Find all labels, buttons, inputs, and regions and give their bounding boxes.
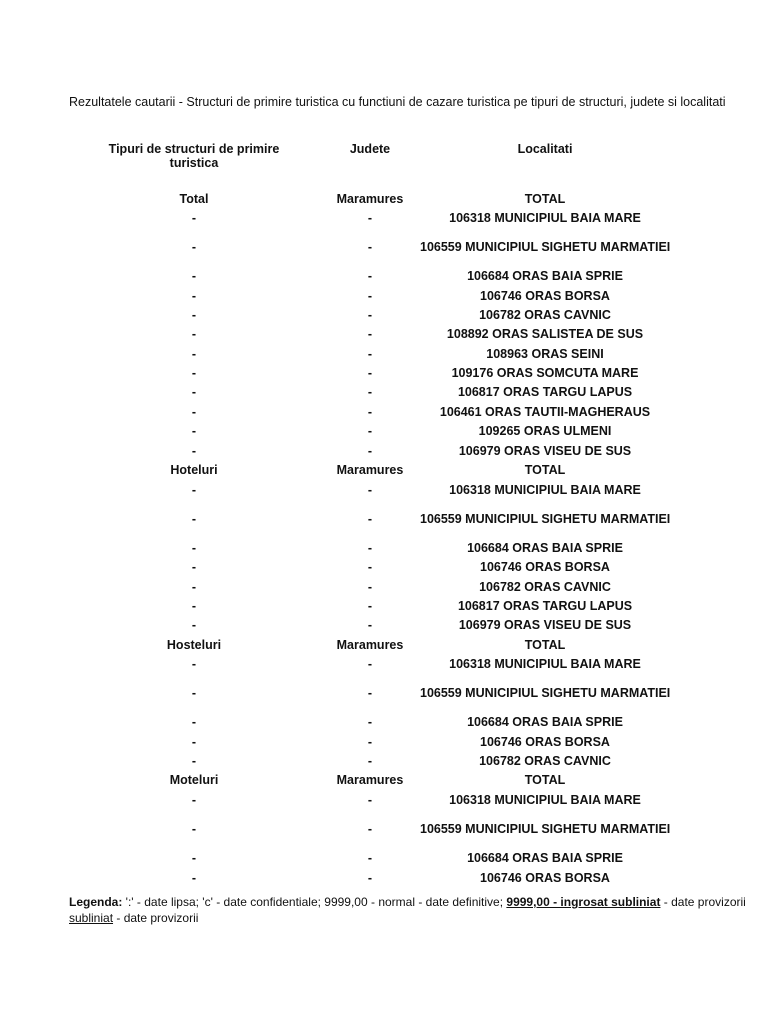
cell-type: Total (179, 192, 209, 206)
cell-judet: - (367, 560, 373, 574)
cell-type: - (191, 599, 197, 613)
cell-localitate: 108963 ORAS SEINI (486, 347, 604, 361)
table-row (0, 636, 768, 654)
legend-line2-rest: - date provizorii (113, 911, 199, 925)
cell-judet: - (367, 657, 373, 671)
cell-type: - (191, 269, 197, 283)
table-row (0, 771, 768, 789)
cell-localitate: TOTAL (524, 192, 566, 206)
cell-judet: - (367, 240, 373, 254)
cell-judet: - (367, 308, 373, 322)
table-row (0, 267, 768, 285)
table-row (0, 869, 768, 887)
cell-localitate: 106684 ORAS BAIA SPRIE (467, 851, 623, 865)
cell-localitate: 106684 ORAS BAIA SPRIE (467, 269, 623, 283)
table-row (0, 461, 768, 479)
cell-judet: - (367, 347, 373, 361)
table-row (0, 238, 768, 256)
cell-judet: - (367, 405, 373, 419)
cell-type: Hoteluri (170, 463, 218, 477)
cell-localitate: 106817 ORAS TARGU LAPUS (457, 599, 633, 613)
cell-localitate: 106684 ORAS BAIA SPRIE (467, 541, 623, 555)
cell-localitate: 106746 ORAS BORSA (480, 289, 610, 303)
cell-judet: - (367, 871, 373, 885)
table-row (0, 684, 768, 702)
cell-type: - (191, 405, 197, 419)
cell-localitate: 106746 ORAS BORSA (480, 871, 610, 885)
cell-localitate: 106318 MUNICIPIUL BAIA MARE (449, 211, 641, 225)
cell-judet: - (367, 822, 373, 836)
cell-localitate: 109265 ORAS ULMENI (478, 424, 612, 438)
cell-judet: Maramures (336, 192, 404, 206)
cell-judet: - (367, 793, 373, 807)
table-row (0, 190, 768, 208)
cell-type: - (191, 366, 197, 380)
cell-localitate: TOTAL (524, 638, 566, 652)
cell-type: - (191, 512, 197, 526)
cell-type: - (191, 754, 197, 768)
table-row (0, 325, 768, 343)
cell-localitate: 106461 ORAS TAUTII-MAGHERAUS (439, 405, 651, 419)
cell-judet: - (367, 385, 373, 399)
cell-judet: Maramures (336, 463, 404, 477)
table-row (0, 820, 768, 838)
cell-type: - (191, 211, 197, 225)
table-row (0, 442, 768, 460)
table-row (0, 345, 768, 363)
cell-type: - (191, 240, 197, 254)
cell-judet: - (367, 289, 373, 303)
table-row (0, 364, 768, 382)
cell-type: - (191, 385, 197, 399)
cell-judet: - (367, 444, 373, 458)
cell-judet: - (367, 483, 373, 497)
table-row (0, 558, 768, 576)
table-row (0, 655, 768, 673)
cell-type: - (191, 871, 197, 885)
cell-judet: - (367, 541, 373, 555)
cell-localitate: 106979 ORAS VISEU DE SUS (458, 618, 632, 632)
legend-line-2 (69, 910, 673, 926)
cell-judet: Maramures (336, 638, 404, 652)
table-row (0, 597, 768, 615)
cell-judet: - (367, 512, 373, 526)
header-type: Tipuri de structuri de primire turistica (108, 142, 280, 170)
cell-localitate: 106782 ORAS CAVNIC (479, 580, 611, 594)
cell-localitate: 106318 MUNICIPIUL BAIA MARE (449, 483, 641, 497)
cell-type: - (191, 308, 197, 322)
legend-text: ':' - date lipsa; 'c' - date confidentiale; 9999,00 - normal - date definitive; (122, 895, 507, 909)
cell-judet: - (367, 735, 373, 749)
cell-type: - (191, 444, 197, 458)
cell-localitate: 106746 ORAS BORSA (480, 735, 610, 749)
cell-type: - (191, 686, 197, 700)
cell-judet: - (367, 366, 373, 380)
table-row (0, 752, 768, 770)
table-row (0, 383, 768, 401)
table-row (0, 733, 768, 751)
page-title: Rezultatele cautarii - Structuri de primire turistica cu functiuni de cazare turistica pe tipuri de structuri, judete si localitati (69, 95, 726, 109)
cell-localitate: TOTAL (524, 463, 566, 477)
legend-line-1 (69, 894, 746, 910)
cell-localitate: 108892 ORAS SALISTEA DE SUS (446, 327, 644, 341)
cell-localitate: 106559 MUNICIPIUL SIGHETU MARMATIEI (420, 240, 671, 254)
cell-type: - (191, 657, 197, 671)
cell-type: - (191, 618, 197, 632)
table-row (0, 578, 768, 596)
table-row (0, 510, 768, 528)
cell-judet: - (367, 424, 373, 438)
cell-type: - (191, 822, 197, 836)
cell-judet: - (367, 618, 373, 632)
header-localitate: Localitati (517, 142, 573, 156)
table-row (0, 791, 768, 809)
cell-judet: - (367, 269, 373, 283)
table-row (0, 287, 768, 305)
cell-type: - (191, 289, 197, 303)
table-row (0, 422, 768, 440)
cell-localitate: 106979 ORAS VISEU DE SUS (458, 444, 632, 458)
cell-judet: - (367, 599, 373, 613)
cell-judet: - (367, 211, 373, 225)
cell-localitate: 106746 ORAS BORSA (480, 560, 610, 574)
legend-text-2: - date provizorii (660, 895, 746, 909)
table-row (0, 713, 768, 731)
legend (69, 894, 746, 926)
cell-localitate: 109176 ORAS SOMCUTA MARE (451, 366, 639, 380)
cell-type: - (191, 424, 197, 438)
cell-type: Moteluri (169, 773, 219, 787)
cell-type: - (191, 560, 197, 574)
table-row (0, 849, 768, 867)
cell-localitate: 106782 ORAS CAVNIC (479, 754, 611, 768)
cell-type: - (191, 327, 197, 341)
cell-judet: - (367, 686, 373, 700)
cell-judet: Maramures (336, 773, 404, 787)
cell-localitate: 106817 ORAS TARGU LAPUS (457, 385, 633, 399)
legend-label: Legenda: (69, 895, 123, 909)
cell-localitate: 106318 MUNICIPIUL BAIA MARE (449, 657, 641, 671)
cell-type: - (191, 483, 197, 497)
cell-judet: - (367, 754, 373, 768)
cell-type: - (191, 580, 197, 594)
cell-localitate: 106559 MUNICIPIUL SIGHETU MARMATIEI (420, 512, 671, 526)
header-judet: Judete (349, 142, 391, 156)
legend-underline: subliniat (69, 911, 114, 925)
table-row (0, 616, 768, 634)
cell-type: Hosteluri (166, 638, 222, 652)
cell-type: - (191, 793, 197, 807)
cell-judet: - (367, 715, 373, 729)
table-row (0, 539, 768, 557)
cell-localitate: TOTAL (524, 773, 566, 787)
legend-bold-underline: 9999,00 - ingrosat subliniat (506, 895, 661, 909)
cell-type: - (191, 735, 197, 749)
table-row (0, 306, 768, 324)
cell-judet: - (367, 580, 373, 594)
table-row (0, 481, 768, 499)
cell-localitate: 106318 MUNICIPIUL BAIA MARE (449, 793, 641, 807)
cell-localitate: 106559 MUNICIPIUL SIGHETU MARMATIEI (420, 686, 671, 700)
cell-localitate: 106559 MUNICIPIUL SIGHETU MARMATIEI (420, 822, 671, 836)
cell-type: - (191, 541, 197, 555)
table-row (0, 403, 768, 421)
cell-type: - (191, 715, 197, 729)
cell-type: - (191, 851, 197, 865)
cell-judet: - (367, 851, 373, 865)
table-row (0, 209, 768, 227)
cell-type: - (191, 347, 197, 361)
cell-localitate: 106782 ORAS CAVNIC (479, 308, 611, 322)
cell-judet: - (367, 327, 373, 341)
cell-localitate: 106684 ORAS BAIA SPRIE (467, 715, 623, 729)
